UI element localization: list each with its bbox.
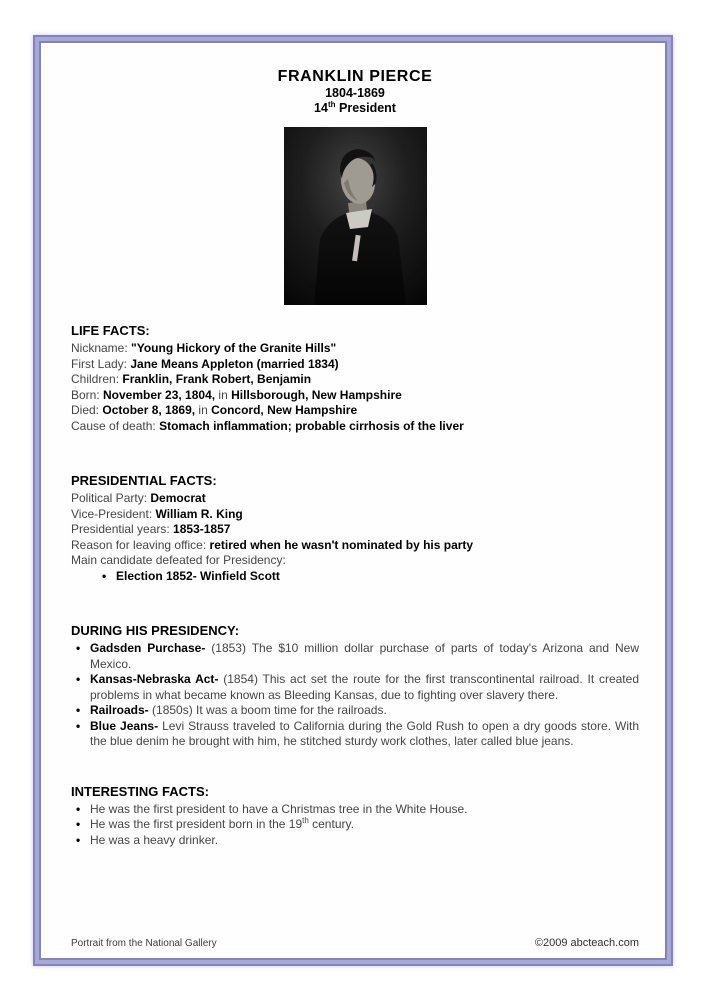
text-segment: th <box>327 99 336 109</box>
bullet-item <box>71 833 639 849</box>
fact-line <box>71 538 639 554</box>
text-segment: Kansas-Nebraska Act- <box>90 672 219 686</box>
bullet-dot: • <box>76 801 81 816</box>
fact-line <box>71 522 639 538</box>
text-segment: Election 1852- Winfield Scott <box>116 568 280 583</box>
fact-line <box>71 86 639 101</box>
bullet-dot: • <box>76 832 81 847</box>
text-segment: Born: <box>71 387 104 402</box>
fact-line <box>71 403 639 419</box>
text-segment: Hillsborough, New Hampshire <box>231 387 402 402</box>
text-segment: 1853-1857 <box>173 522 231 536</box>
fact-line <box>71 372 639 388</box>
text-segment: Democrat <box>150 491 206 505</box>
fact-line <box>71 553 639 569</box>
bullet-text <box>90 641 639 672</box>
text-segment: Presidential years: <box>71 522 174 536</box>
text-segment: "Young Hickory of the Granite Hills" <box>131 341 337 355</box>
text-segment: Concord, New Hampshire <box>211 403 358 417</box>
fact-line <box>71 419 639 435</box>
life-facts-lines <box>71 341 639 434</box>
portrait-credit: Portrait from the National Gallery <box>71 938 217 949</box>
fact-line <box>71 341 639 357</box>
interesting-facts-list <box>71 802 639 849</box>
section-presidential-facts <box>71 473 639 584</box>
defeated-candidates-list <box>71 569 639 585</box>
interesting-facts-heading: INTERESTING FACTS: <box>71 783 209 799</box>
presidential-facts-lines <box>71 491 639 569</box>
text-segment: (1850s) It was a boom time for the railroads. <box>148 703 387 717</box>
text-segment: He was a heavy drinker. <box>90 832 219 847</box>
page-border-inner <box>39 41 667 960</box>
bullet-item <box>71 672 639 703</box>
text-segment: Franklin, Frank Robert, Benjamin <box>122 372 312 386</box>
text-segment: William R. King <box>155 506 243 521</box>
bullet-dot: • <box>76 703 81 717</box>
text-segment: Gadsden Purchase- <box>90 641 206 655</box>
bullet-dot: • <box>76 641 81 655</box>
bullet-text <box>90 802 639 818</box>
bullet-item <box>71 703 639 719</box>
presidential-facts-heading: PRESIDENTIAL FACTS: <box>71 473 217 488</box>
text-segment: 1804-1869 <box>325 86 385 100</box>
portrait-container <box>71 127 639 310</box>
text-segment: Children: <box>71 372 123 386</box>
text-segment: Vice-President: <box>71 506 156 521</box>
bullet-dot: • <box>76 817 81 831</box>
bullet-text <box>116 569 639 585</box>
text-segment: Political Party: <box>71 491 151 505</box>
text-segment: He was the first president to have a Christmas tree in the White House. <box>90 801 468 816</box>
text-segment: Died: <box>71 403 103 417</box>
header <box>71 67 639 116</box>
president-subtitle <box>71 86 639 116</box>
bullet-text <box>90 703 639 719</box>
page-content <box>41 43 665 958</box>
text-segment: retired when he wasn't nominated by his party <box>209 537 474 552</box>
text-segment: in <box>195 403 212 417</box>
bullet-dot: • <box>76 718 81 733</box>
bullet-item <box>71 719 639 750</box>
section-life-facts <box>71 323 639 434</box>
text-segment: President <box>335 101 396 115</box>
bullet-text <box>90 817 639 833</box>
life-facts-heading: LIFE FACTS: <box>71 323 150 338</box>
text-segment: Reason for leaving office: <box>71 537 210 552</box>
page-title: FRANKLIN PIERCE <box>277 68 433 85</box>
text-segment: He was the first president born in the 19 <box>90 817 303 831</box>
bullet-item <box>71 802 639 818</box>
bullet-dot: • <box>76 672 81 686</box>
text-segment: (1853) The $10 million dollar purchase of parts of today's Arizona and New Mexico. <box>90 641 639 671</box>
text-segment: th <box>302 816 309 825</box>
bullet-text <box>90 833 639 849</box>
text-segment: Nickname: <box>71 341 132 355</box>
bullet-text <box>90 719 639 750</box>
text-segment: Cause of death: <box>71 418 160 433</box>
text-segment: in <box>215 387 232 402</box>
bullet-item <box>71 641 639 672</box>
fact-line <box>71 507 639 523</box>
text-segment: Levi Strauss traveled to California during the Gold Rush to open a dry goods store. With the blue denim he brought with him, he stitched sturdy work clothes, later called blue jeans. <box>90 718 639 748</box>
fact-line <box>71 101 639 116</box>
section-interesting-facts <box>71 784 639 849</box>
text-segment: (1854) This act set the route for the first transcontinental railroad. It created problems in what became known as Bleeding Kansas, due to fighting over slavery there. <box>90 672 639 702</box>
text-segment: 14 <box>314 101 328 115</box>
president-portrait-image <box>284 127 427 305</box>
section-during-presidency <box>71 623 639 750</box>
page-border-outer <box>33 35 673 966</box>
bullet-item <box>97 569 639 585</box>
fact-line <box>71 357 639 373</box>
text-segment: October 8, 1869, <box>102 403 196 417</box>
text-segment: November 23, 1804, <box>103 387 216 402</box>
text-segment: Main candidate defeated for Presidency: <box>71 553 286 567</box>
footer <box>71 937 639 949</box>
copyright-notice: ©2009 abcteach.com <box>534 937 639 949</box>
fact-line <box>71 491 639 507</box>
text-segment: Blue Jeans- <box>90 718 159 733</box>
text-segment: Railroads- <box>90 703 149 717</box>
text-segment: Jane Means Appleton (married 1834) <box>130 356 339 371</box>
fact-line <box>71 388 639 404</box>
fact-sheet <box>33 35 673 966</box>
bullet-dot: • <box>102 568 107 583</box>
bullet-item <box>71 817 639 833</box>
text-segment: Stomach inflammation; probable cirrhosis of the liver <box>159 418 464 433</box>
text-segment: First Lady: <box>71 356 131 371</box>
text-segment: century. <box>308 817 354 831</box>
page-border-middle <box>35 37 671 964</box>
during-presidency-heading: DURING HIS PRESIDENCY: <box>71 623 240 638</box>
during-presidency-list <box>71 641 639 750</box>
bullet-text <box>90 672 639 703</box>
